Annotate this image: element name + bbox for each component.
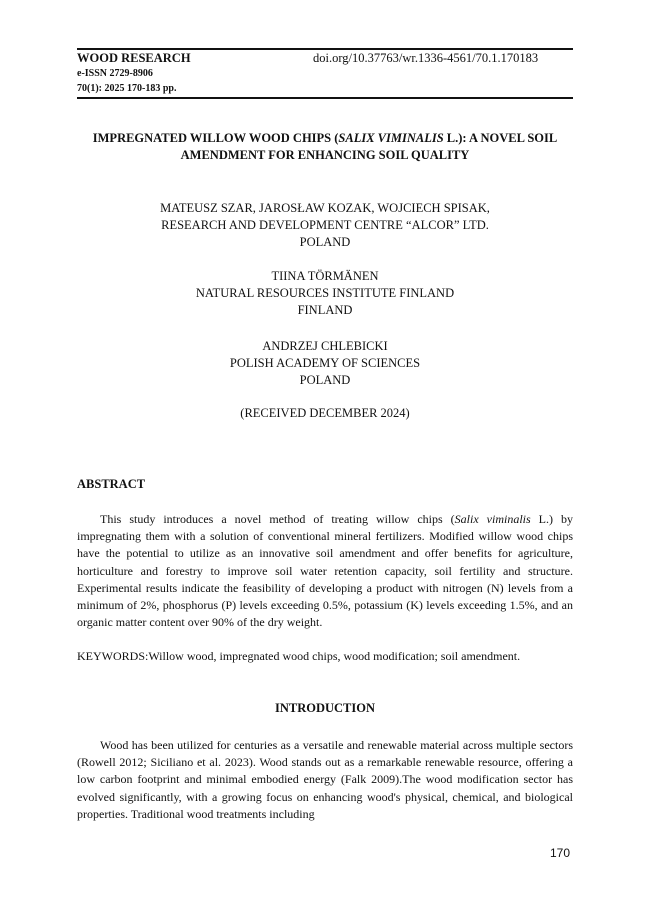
paper-title	[77, 130, 573, 164]
authors-line: ANDRZEJ CHLEBICKI	[262, 339, 388, 353]
title-species-name: SALIX VIMINALIS	[338, 131, 444, 145]
abstract-text: This study introduces a novel method of treating willow chips (Salix viminalis L.) by impregnating them with a solution of conventional mineral fertilizers. Modified willow wood chips have the potential to utilize as an innovative soil amendment and offer benefits for agriculture, horticulture and forestry to improve soil water retention capacity, soil fertility and structure. Experimental results indicate the feasibility of developing a product with nitrogen (N) levels from a minimum of 2%, phosphorus (P) levels exceeding 0.5%, potassium (K) levels exceeding 1.5%, and an organic matter content over 90% of the dry weight.	[77, 512, 573, 630]
institution-line: RESEARCH AND DEVELOPMENT CENTRE “ALCOR” LTD.	[161, 218, 489, 232]
received-date: (RECEIVED DECEMBER 2024)	[240, 406, 410, 420]
country-line: POLAND	[299, 235, 351, 249]
abstract-species-name: Salix viminalis	[454, 512, 531, 526]
journal-name: WOOD RESEARCH	[77, 51, 191, 65]
institution-line: POLISH ACADEMY OF SCIENCES	[229, 356, 421, 370]
introduction-heading: INTRODUCTION	[274, 701, 375, 715]
introduction-text: Wood has been utilized for centuries as a versatile and renewable material across multiple sectors (Rowell 2012; Siciliano et al. 2023). Wood stands out as a remarkable renewable resource, offering a low carbon footprint and minimal embodied energy (Falk 2009).The wood modification sector has evolved significantly, with a growing focus on enhancing wood's physical, chemical, and biological properties. Traditional wood treatments including	[77, 738, 573, 821]
affiliation-block-3	[77, 338, 573, 389]
authors-line: MATEUSZ SZAR, JAROSŁAW KOZAK, WOJCIECH SPISAK,	[160, 201, 490, 215]
authors-line: TIINA TÖRMÄNEN	[271, 269, 379, 283]
issn: e-ISSN 2729-8906	[77, 68, 153, 79]
title-line-2: AMENDMENT FOR ENHANCING SOIL QUALITY	[180, 148, 470, 162]
header-bottom-rule	[77, 97, 573, 99]
institution-line: NATURAL RESOURCES INSTITUTE FINLAND	[195, 286, 455, 300]
page-number: 170	[550, 846, 571, 860]
affiliation-block-2	[77, 268, 573, 319]
volume-pages: 70(1): 2025 170-183 pp.	[77, 83, 177, 94]
doi-link[interactable]: doi.org/10.37763/wr.1336-4561/70.1.170183	[313, 51, 539, 65]
country-line: FINLAND	[297, 303, 353, 317]
abstract-heading: ABSTRACT	[77, 477, 146, 491]
keywords: KEYWORDS:Willow wood, impregnated wood chips, wood modification; soil amendment.	[77, 649, 521, 663]
affiliation-block-1	[77, 200, 573, 251]
header-top-rule	[77, 48, 573, 50]
country-line: POLAND	[299, 373, 351, 387]
title-line-1: IMPREGNATED WILLOW WOOD CHIPS (SALIX VIMINALIS L.): A NOVEL SOIL	[92, 131, 558, 145]
